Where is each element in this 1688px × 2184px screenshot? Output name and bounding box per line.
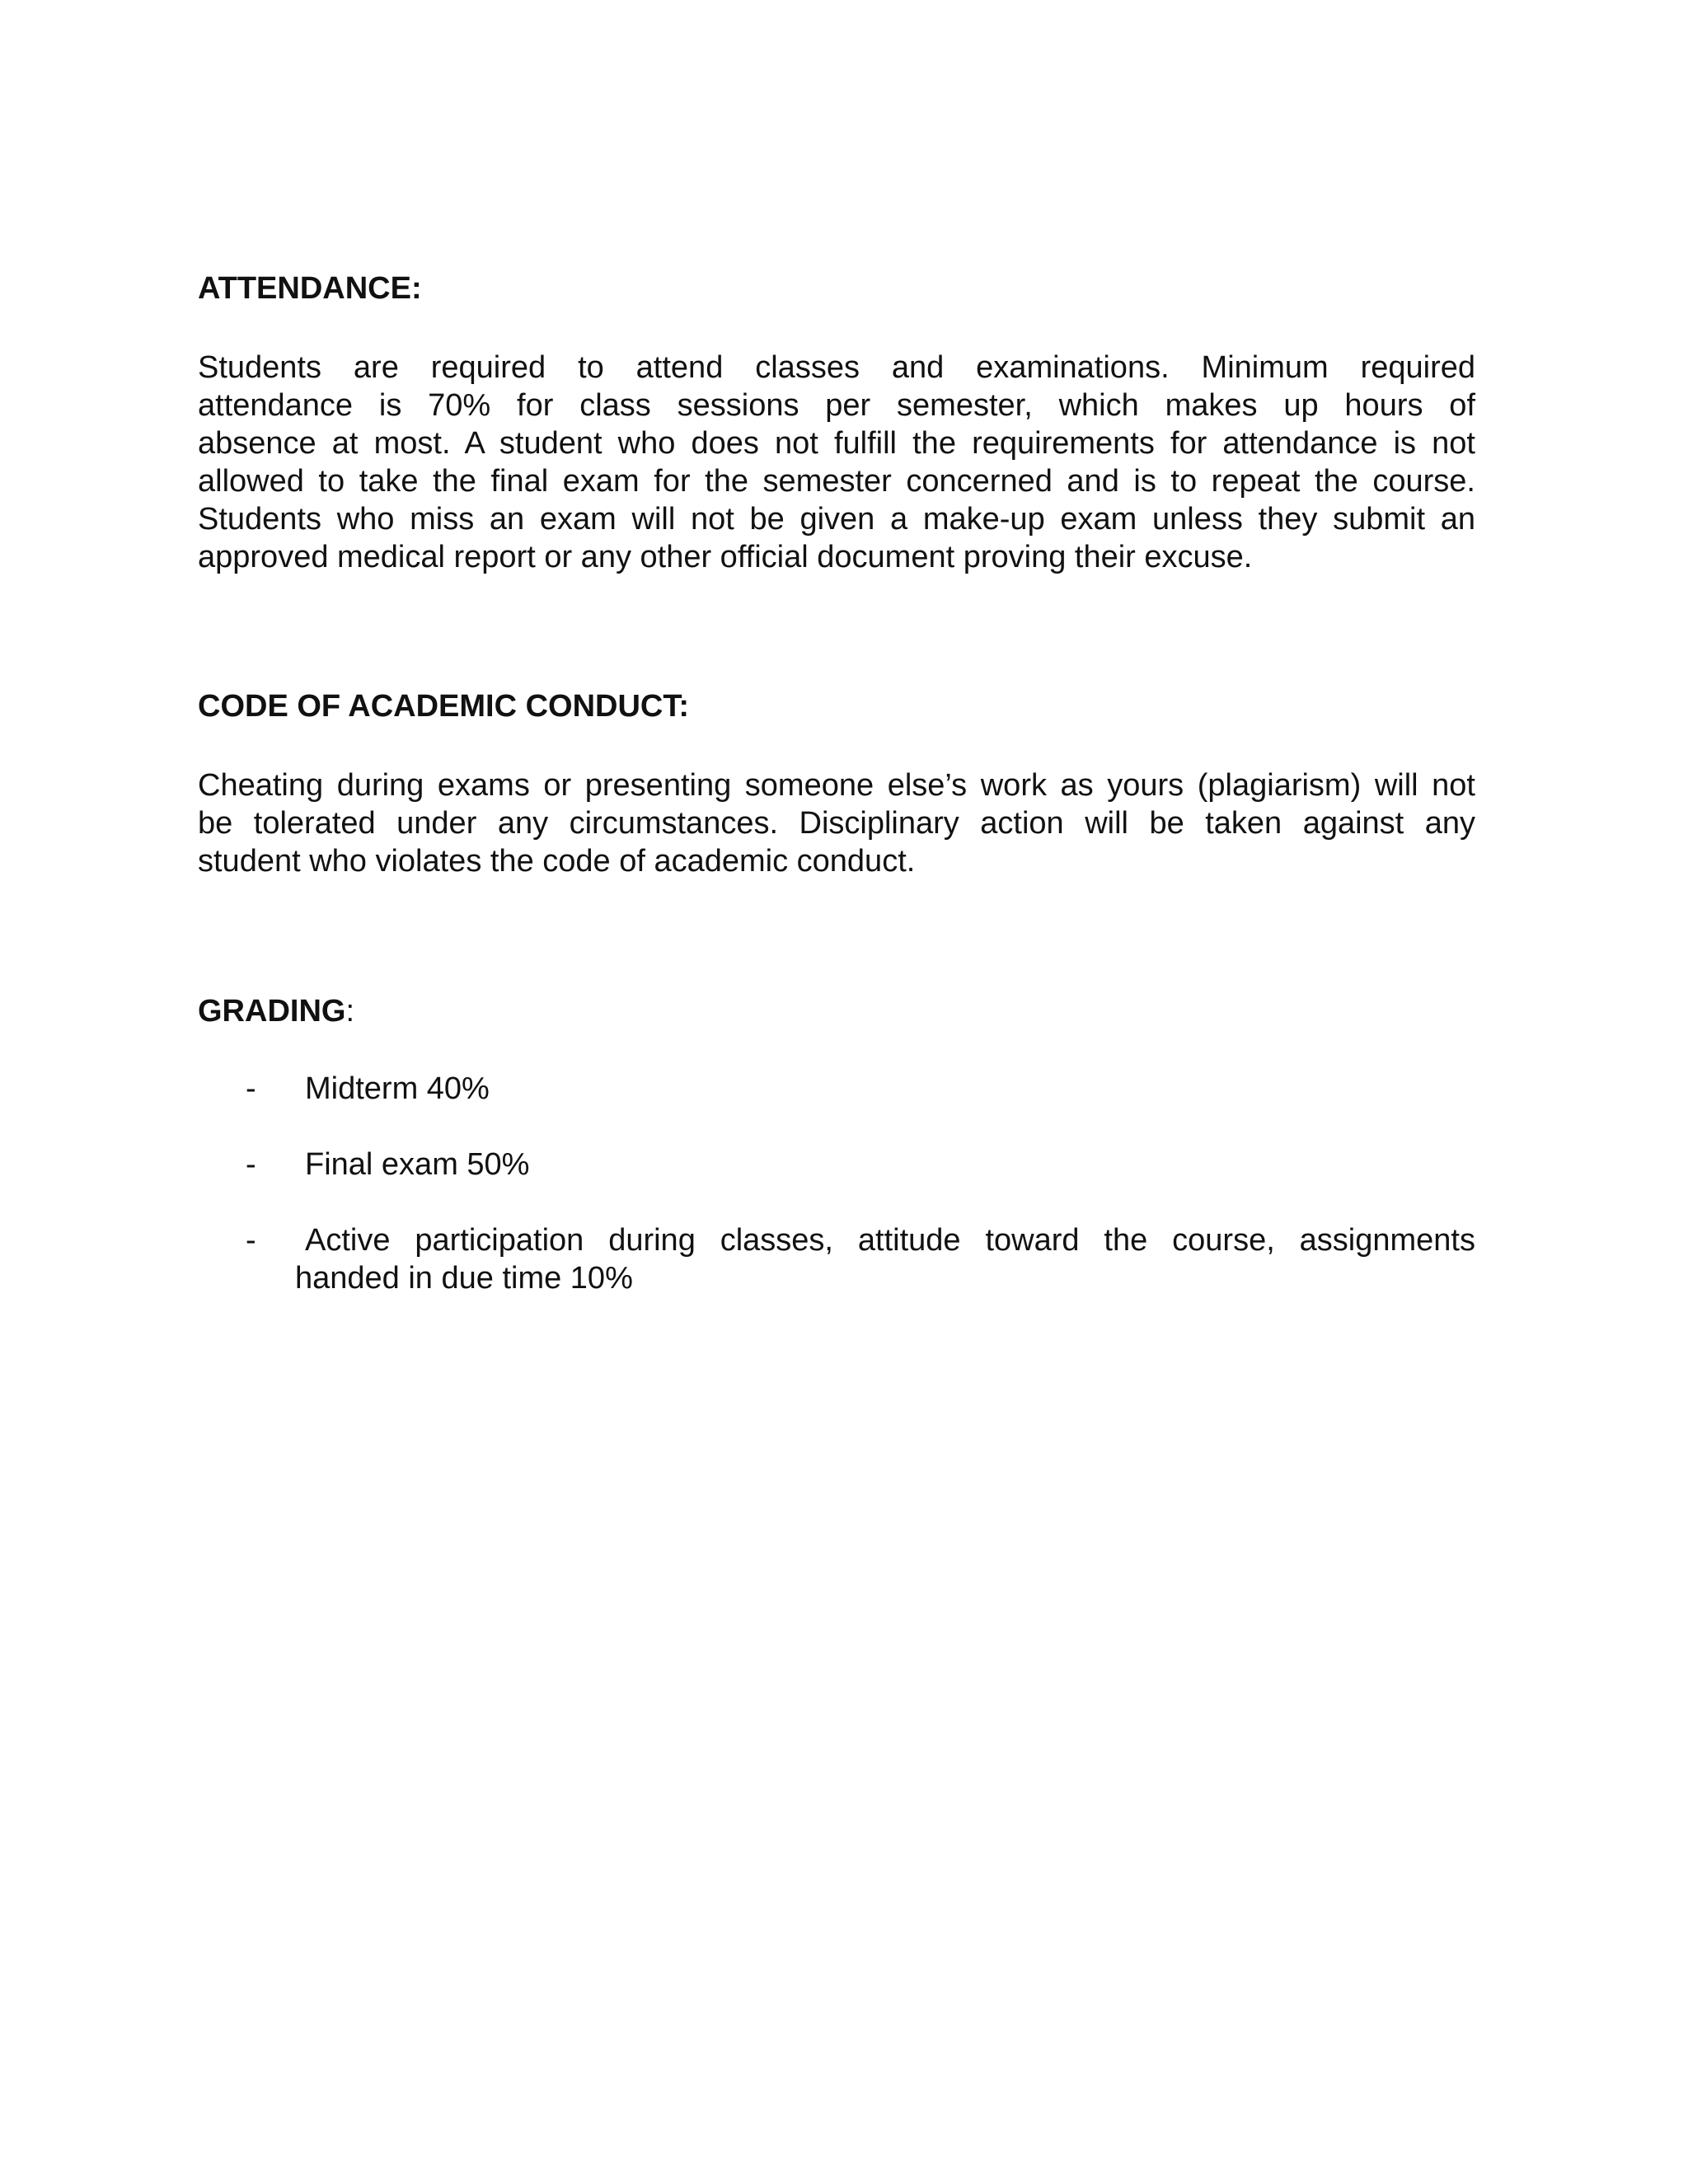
attendance-line-1: Students are required to attend classes and examinations. Minimum required	[198, 350, 1475, 385]
attendance-line-2: attendance is 70% for class sessions per semester, which makes up hours of	[198, 388, 1475, 423]
attendance-heading: ATTENDANCE:	[198, 271, 422, 306]
conduct-line-1: Cheating during exams or presenting someone else’s work as yours (plagiarism) will not	[198, 768, 1475, 803]
conduct-line-3: student who violates the code of academic conduct.	[198, 844, 916, 879]
attendance-line-3: absence at most. A student who does not fulfill the requirements for attendance is not	[198, 426, 1475, 461]
attendance-paragraph	[198, 349, 1475, 576]
grading-item-midterm: Midterm 40%	[305, 1071, 490, 1106]
grading-heading-text: GRADING	[198, 994, 346, 1029]
grading-item-participation	[295, 1221, 1475, 1297]
grading-item-participation-line-2: handed in due time 10%	[295, 1261, 633, 1296]
attendance-line-5: Students who miss an exam will not be given a make-up exam unless they submit an	[198, 502, 1475, 537]
conduct-line-2: be tolerated under any circumstances. Disciplinary action will be taken against any	[198, 806, 1475, 841]
grading-heading	[198, 992, 1475, 1030]
conduct-heading: CODE OF ACADEMIC CONDUCT:	[198, 689, 690, 724]
grading-section	[198, 992, 1475, 1030]
attendance-line-4: allowed to take the final exam for the semester concerned and is to repeat the course.	[198, 464, 1475, 499]
attendance-line-6: approved medical report or any other official document proving their excuse.	[198, 540, 1253, 574]
attendance-section	[198, 269, 1475, 307]
dash-bullet-icon: -	[246, 1071, 256, 1106]
grading-item-final: Final exam 50%	[305, 1147, 530, 1182]
grading-item-participation-line-1: Active participation during classes, attitude toward the course, assignments	[305, 1223, 1475, 1258]
dash-bullet-icon: -	[246, 1223, 256, 1258]
grading-heading-colon: :	[345, 994, 355, 1029]
conduct-section	[198, 687, 1475, 725]
conduct-paragraph	[198, 766, 1475, 880]
dash-bullet-icon: -	[246, 1147, 256, 1182]
